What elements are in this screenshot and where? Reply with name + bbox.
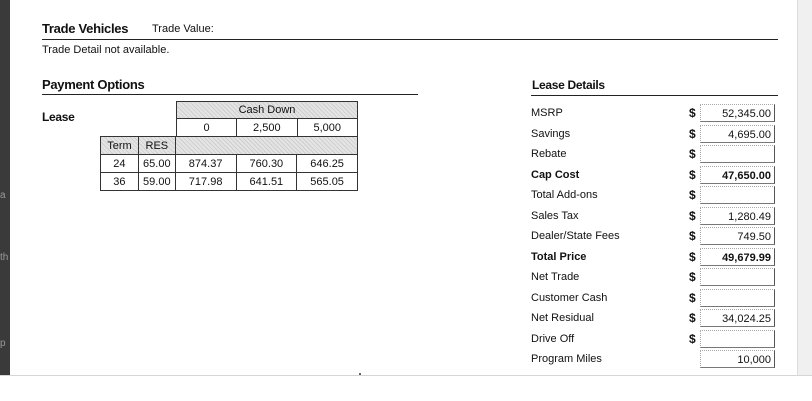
dollar-sign: $ xyxy=(689,290,696,305)
lease-detail-value: 34,024.25 xyxy=(722,313,771,325)
lease-detail-label: Total Add-ons xyxy=(531,189,598,201)
res-cell: 65.00 xyxy=(138,155,175,173)
lease-detail-label: Cap Cost xyxy=(531,168,580,181)
lease-detail-value-field[interactable] xyxy=(700,268,775,286)
lease-detail-label: Net Residual xyxy=(531,312,594,324)
table-row xyxy=(101,173,358,191)
lease-detail-row xyxy=(531,207,777,227)
lease-detail-row xyxy=(531,289,777,309)
lease-detail-value-field[interactable] xyxy=(700,330,775,348)
lease-detail-value-field[interactable] xyxy=(700,350,775,368)
payment-header-spacer xyxy=(175,137,357,155)
cash-down-header-table xyxy=(176,101,358,137)
dollar-sign: $ xyxy=(689,229,696,243)
edge-fragment: a xyxy=(0,190,6,201)
scrollbar-track[interactable] xyxy=(797,0,812,375)
lease-detail-label: Program Miles xyxy=(531,353,602,365)
lease-detail-value-field[interactable] xyxy=(700,248,775,266)
lease-detail-label: Drive Off xyxy=(531,332,575,345)
lease-detail-row xyxy=(531,248,777,268)
trade-value-label: Trade Value: xyxy=(152,23,214,35)
term-header: Term xyxy=(101,137,139,155)
lease-detail-value-field[interactable] xyxy=(700,125,775,143)
payment-cell: 717.98 xyxy=(175,173,236,191)
lease-detail-value-field[interactable] xyxy=(700,309,775,327)
lease-detail-row xyxy=(531,350,777,370)
lease-detail-label: MSRP xyxy=(531,107,563,119)
trade-detail-text: Trade Detail not available. xyxy=(42,44,170,56)
dollar-sign: $ xyxy=(689,270,696,284)
dollar-sign: $ xyxy=(689,208,696,223)
lease-detail-row xyxy=(531,227,777,247)
lease-detail-row xyxy=(531,268,777,288)
lease-detail-row xyxy=(531,104,777,124)
term-cell: 36 xyxy=(101,173,139,191)
lease-detail-value-field[interactable] xyxy=(700,227,775,245)
lease-detail-value: 749.50 xyxy=(737,231,771,243)
payment-divider xyxy=(42,94,418,95)
payment-options-title: Payment Options xyxy=(42,77,145,92)
lease-detail-row xyxy=(531,330,777,350)
dollar-sign: $ xyxy=(689,311,696,325)
lease-detail-label: Savings xyxy=(531,127,571,140)
page-bottom-border xyxy=(0,375,812,376)
lease-detail-value-field[interactable] xyxy=(700,207,775,225)
dollar-sign: $ xyxy=(689,126,696,141)
payment-cell: 760.30 xyxy=(236,155,297,173)
lease-detail-label: Customer Cash xyxy=(531,291,608,304)
left-window-edge xyxy=(0,0,10,375)
lease-detail-value-field[interactable] xyxy=(700,104,775,122)
trade-vehicles-title: Trade Vehicles xyxy=(42,21,129,36)
dollar-sign: $ xyxy=(689,188,696,202)
cash-down-header: Cash Down xyxy=(177,102,358,119)
edge-fragment: th xyxy=(0,252,9,263)
lease-detail-value: 49,679.99 xyxy=(722,251,771,264)
lease-detail-label: Rebate xyxy=(531,148,567,160)
lease-details-title: Lease Details xyxy=(532,78,605,92)
lease-detail-value-field[interactable] xyxy=(700,145,775,163)
lease-detail-value-field[interactable] xyxy=(700,289,775,307)
trade-divider xyxy=(42,39,778,40)
res-cell: 59.00 xyxy=(138,173,175,191)
lease-detail-row xyxy=(531,309,777,329)
page-dot xyxy=(359,373,361,375)
lease-detail-label: Total Price xyxy=(531,250,587,263)
table-row xyxy=(101,155,358,173)
lease-detail-row xyxy=(531,166,777,186)
lease-detail-row xyxy=(531,145,777,165)
lease-detail-label: Sales Tax xyxy=(531,209,579,222)
dollar-sign: $ xyxy=(689,249,696,264)
lease-detail-label: Dealer/State Fees xyxy=(531,230,620,242)
lease-label: Lease xyxy=(42,110,75,124)
lease-detail-row xyxy=(531,186,777,206)
payment-cell: 874.37 xyxy=(175,155,236,173)
edge-fragment: p xyxy=(0,338,6,349)
dollar-sign: $ xyxy=(689,147,696,161)
payment-cell: 641.51 xyxy=(236,173,297,191)
lease-payment-table xyxy=(100,136,358,191)
lease-detail-value: 47,650.00 xyxy=(722,169,771,182)
lease-detail-value: 10,000 xyxy=(737,354,771,366)
dollar-sign: $ xyxy=(689,106,696,120)
cash-down-option: 2,500 xyxy=(237,119,297,137)
lease-detail-row xyxy=(531,125,777,145)
dollar-sign: $ xyxy=(689,167,696,182)
lease-detail-value-field[interactable] xyxy=(700,186,775,204)
res-header: RES xyxy=(138,137,175,155)
lease-detail-value-field[interactable] xyxy=(700,166,775,184)
cash-down-option: 0 xyxy=(177,119,237,137)
lease-detail-value: 1,280.49 xyxy=(728,210,771,223)
lease-details-divider xyxy=(531,95,778,96)
lease-detail-label: Net Trade xyxy=(531,271,580,283)
term-cell: 24 xyxy=(101,155,139,173)
lease-detail-value: 4,695.00 xyxy=(728,128,771,141)
payment-cell: 565.05 xyxy=(297,173,358,191)
payment-cell: 646.25 xyxy=(297,155,358,173)
lease-detail-value: 52,345.00 xyxy=(722,108,771,120)
dollar-sign: $ xyxy=(689,331,696,346)
cash-down-option: 5,000 xyxy=(297,119,357,137)
